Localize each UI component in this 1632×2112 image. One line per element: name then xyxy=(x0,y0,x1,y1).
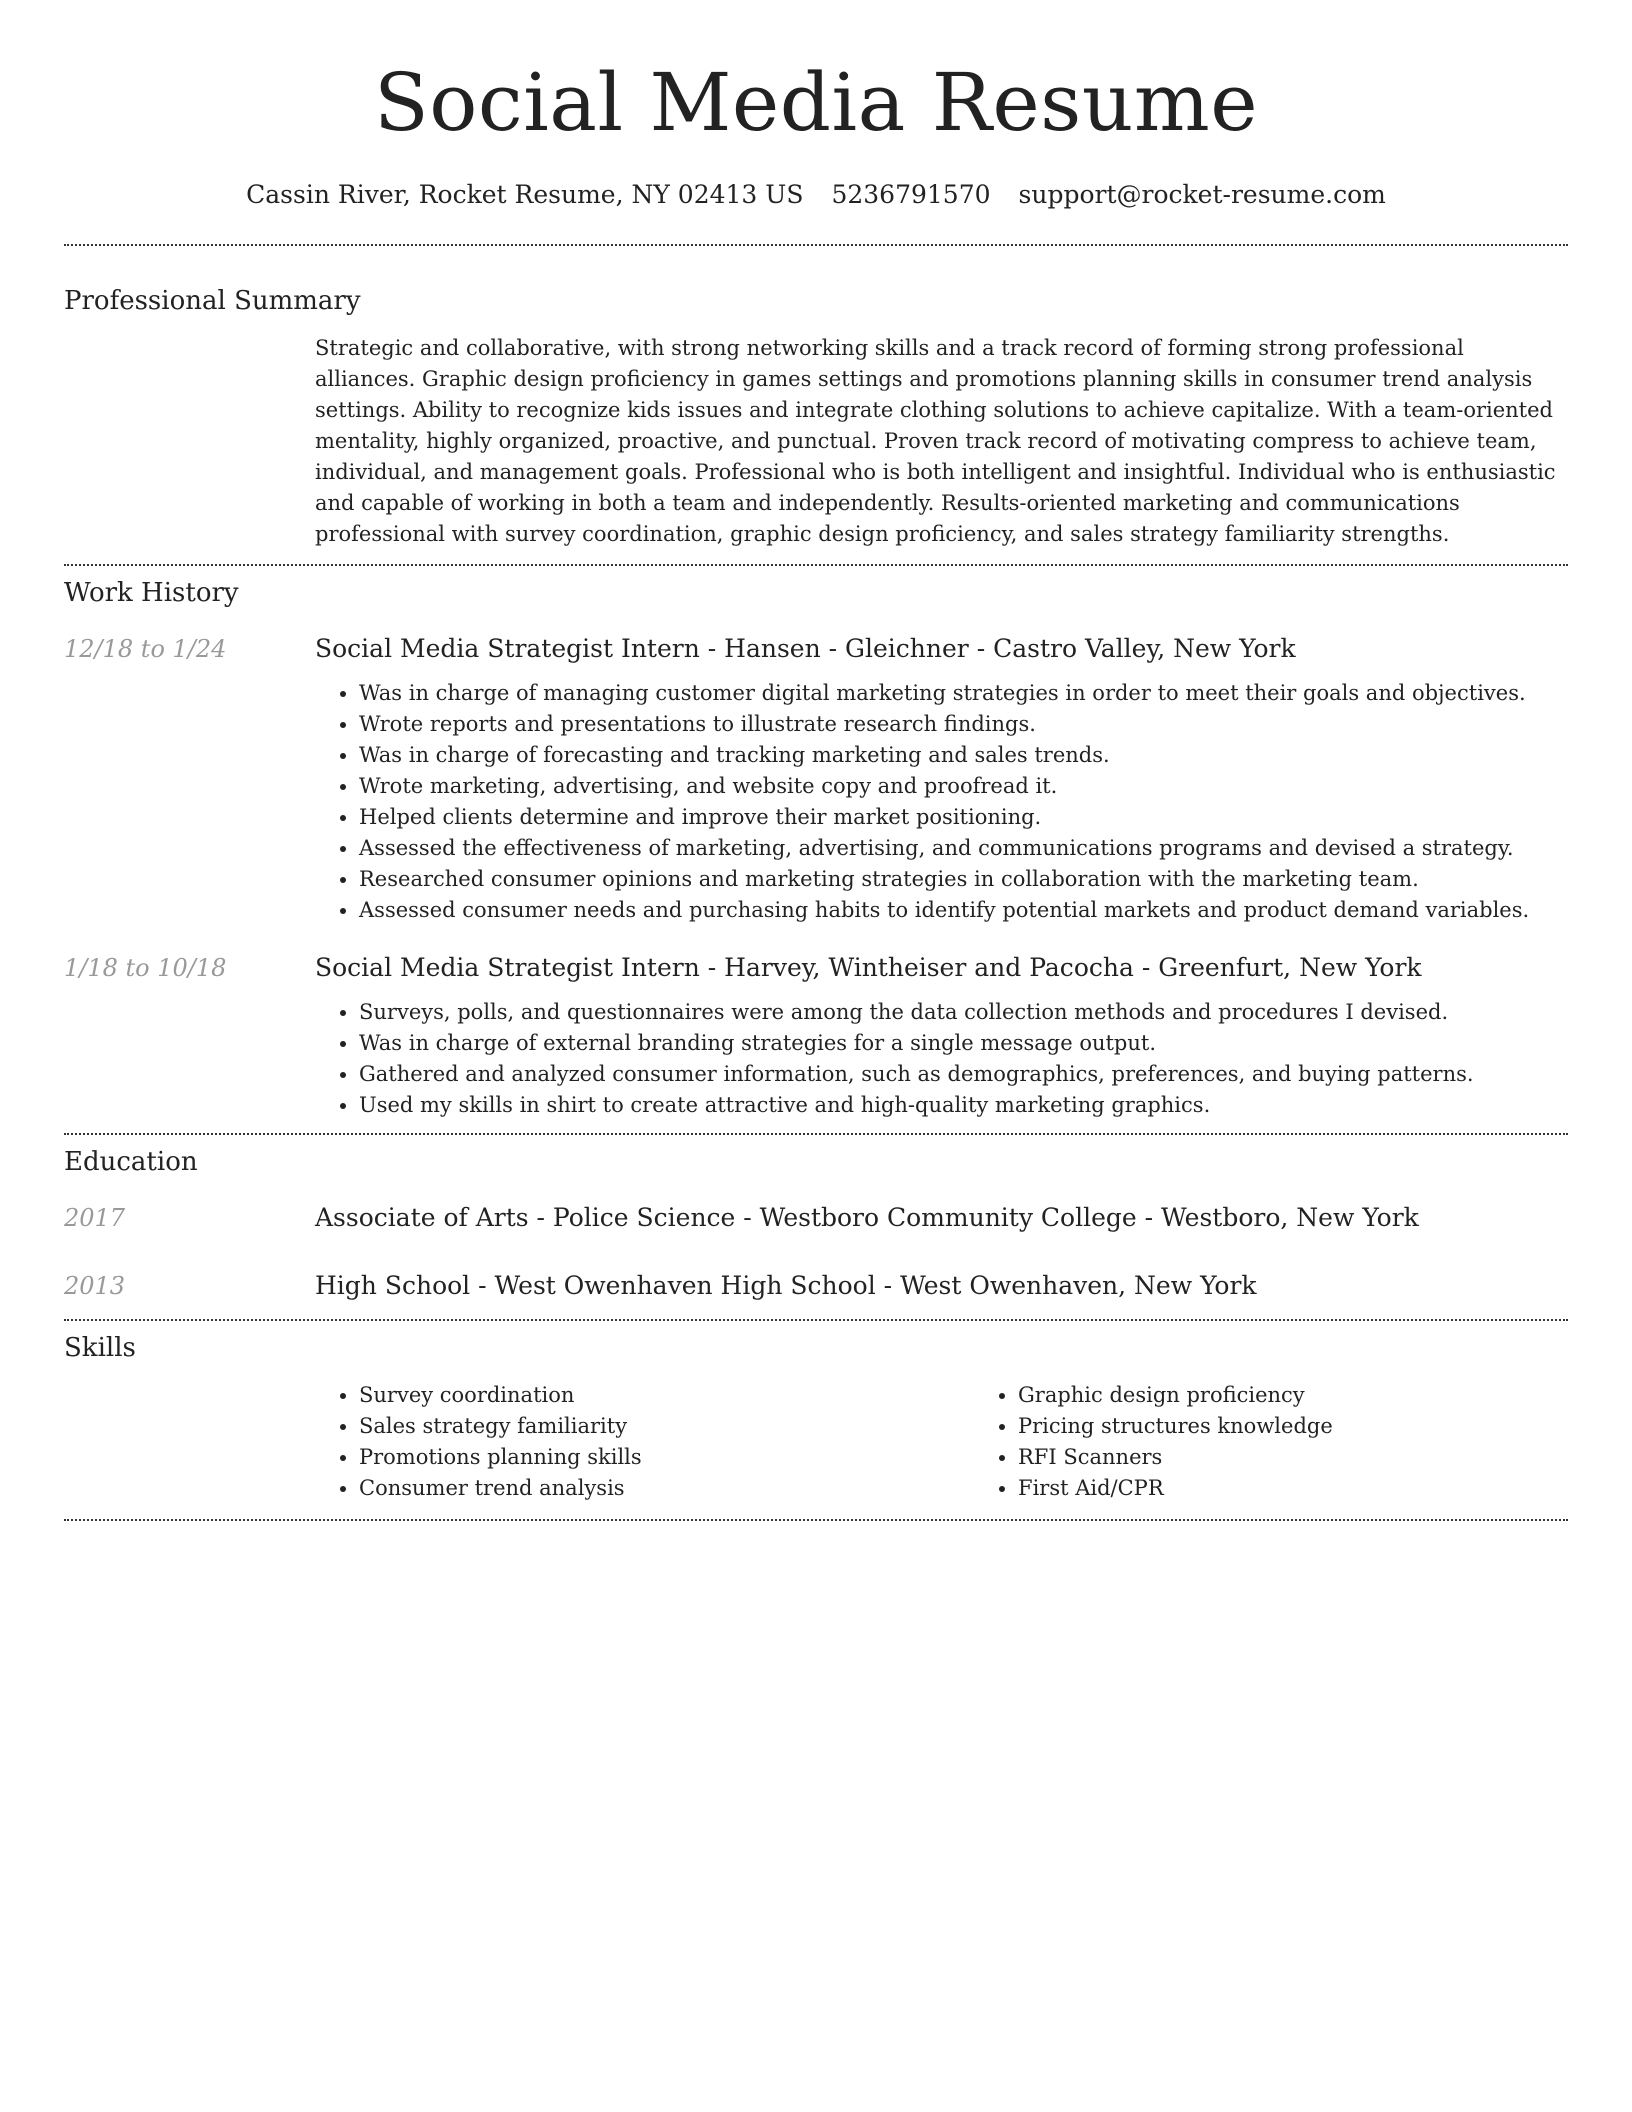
list-item: • Was in charge of managing customer digital marketing strategies in order to meet their goals and objectives. xyxy=(359,678,1568,709)
education-section xyxy=(64,1135,1568,1303)
contact-phone: 5236791570 xyxy=(831,180,991,209)
job-dates: 1/18 to 10/18 xyxy=(64,954,227,982)
list-item: • Pricing structures knowledge xyxy=(1018,1411,1632,1442)
list-item: • Was in charge of external branding strategies for a single message output. xyxy=(359,1028,1568,1059)
list-item: • Wrote marketing, advertising, and website copy and proofread it. xyxy=(359,771,1568,802)
summary-text: Strategic and collaborative, with strong networking skills and a track record of forming strong professional alliances. Graphic design proficiency in games settings and promotions planning skills in consumer trend analysis settings. Ability to recognize kids issues and integrate clothing solutions to achieve capitalize. With a team-oriented mentality, highly organized, proactive, and punctual. Proven track record of motivating compress to achieve team, individual, and management goals. Professional who is both intelligent and insightful. Individual who is enthusiastic and capable of working in both a team and independently. Results-oriented marketing and communications professional with survey coordination, graphic design proficiency, and sales strategy familiarity strengths. xyxy=(315,336,1556,546)
list-item: • Surveys, polls, and questionnaires were among the data collection methods and procedures I devised. xyxy=(359,997,1568,1028)
skills-section xyxy=(64,1321,1568,1504)
list-item: • Wrote reports and presentations to illustrate research findings. xyxy=(359,709,1568,740)
list-item: • First Aid/CPR xyxy=(1018,1473,1632,1504)
list-item: • Sales strategy familiarity xyxy=(359,1411,974,1442)
list-item: • Used my skills in shirt to create attractive and high-quality marketing graphics. xyxy=(359,1090,1568,1121)
list-item: • RFI Scanners xyxy=(1018,1442,1632,1473)
resume-title: Social Media Resume xyxy=(373,56,1259,149)
education-year: 2013 xyxy=(64,1272,126,1300)
job-heading: Social Media Strategist Intern - Harvey, Wintheiser and Pacocha - Greenfurt, New York xyxy=(315,953,1422,982)
list-item: • Graphic design proficiency xyxy=(1018,1380,1632,1411)
list-item: • Consumer trend analysis xyxy=(359,1473,974,1504)
education-year: 2017 xyxy=(64,1204,126,1232)
summary-section xyxy=(64,246,1568,550)
list-item: • Assessed consumer needs and purchasing habits to identify potential markets and product demand variables. xyxy=(359,895,1568,926)
work-section xyxy=(64,566,1568,1121)
education-heading: High School - West Owenhaven High School - West Owenhaven, New York xyxy=(315,1271,1257,1300)
section-title-summary: Professional Summary xyxy=(64,286,361,316)
job-entry xyxy=(64,951,1568,1121)
contact-line xyxy=(64,178,1568,212)
list-item: • Gathered and analyzed consumer information, such as demographics, preferences, and buying patterns. xyxy=(359,1059,1568,1090)
contact-address: Cassin River, Rocket Resume, NY 02413 US xyxy=(246,180,804,209)
section-title-skills: Skills xyxy=(64,1333,136,1363)
skills-list-left xyxy=(315,1380,974,1504)
resume-header xyxy=(64,0,1568,212)
divider xyxy=(64,1519,1568,1521)
list-item: • Researched consumer opinions and marketing strategies in collaboration with the marketing team. xyxy=(359,864,1568,895)
list-item: • Assessed the effectiveness of marketing, advertising, and communications programs and devised a strategy. xyxy=(359,833,1568,864)
job-bullets xyxy=(315,678,1568,926)
section-title-education: Education xyxy=(64,1147,198,1177)
job-dates: 12/18 to 1/24 xyxy=(64,635,227,663)
list-item: • Survey coordination xyxy=(359,1380,974,1411)
job-entry xyxy=(64,632,1568,926)
section-title-work: Work History xyxy=(64,578,239,608)
education-entry xyxy=(64,1269,1568,1303)
list-item: • Was in charge of forecasting and tracking marketing and sales trends. xyxy=(359,740,1568,771)
list-item: • Helped clients determine and improve their market positioning. xyxy=(359,802,1568,833)
education-heading: Associate of Arts - Police Science - Westboro Community College - Westboro, New York xyxy=(315,1203,1419,1232)
list-item: • Promotions planning skills xyxy=(359,1442,974,1473)
job-heading: Social Media Strategist Intern - Hansen - Gleichner - Castro Valley, New York xyxy=(315,634,1296,663)
job-bullets xyxy=(315,997,1568,1121)
education-entry xyxy=(64,1201,1568,1235)
contact-email: support@rocket-resume.com xyxy=(1018,180,1386,209)
skills-list-right xyxy=(974,1380,1632,1504)
